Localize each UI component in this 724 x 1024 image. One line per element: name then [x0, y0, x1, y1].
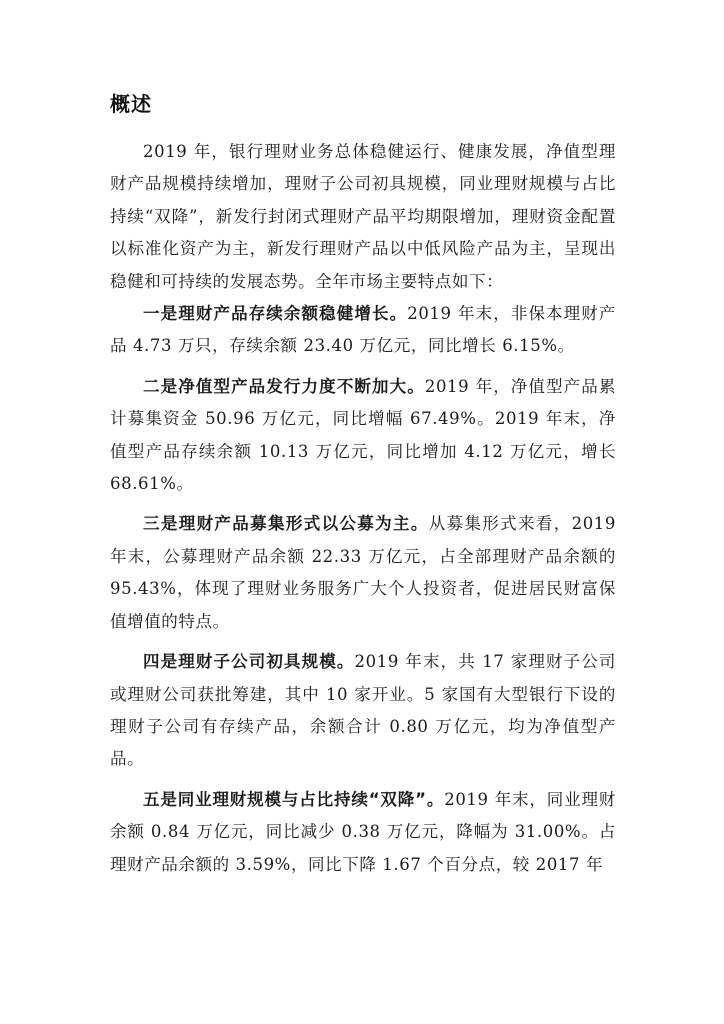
paragraph-lead: 三是理财产品募集形式以公募为主。 — [143, 514, 429, 534]
paragraph-lead: 二是净值型产品发行力度不断加大。 — [143, 376, 425, 396]
paragraph-text: 2019 年末，同业理财余额 0.84 万亿元，同比减少 0.38 万亿元，降幅为 31.00%。占理财产品余额的 3.59%，同比下降 1.67 个百分点，较 2017 年 — [110, 789, 616, 874]
paragraph-lead: 五是同业理财规模与占比持续“双降”。 — [143, 789, 445, 809]
paragraph-lead: 一是理财产品存续余额稳健增长。 — [143, 304, 408, 324]
paragraph-lead: 四是理财子公司初具规模。 — [143, 652, 355, 672]
paragraph-text: 2019 年，净值型产品累计募集资金 50.96 万亿元，同比增幅 67.49%。2019 年末，净值型产品存续余额 10.13 万亿元，同比增加 4.12 万亿元，增长 68.61%。 — [110, 376, 616, 494]
paragraph-text: 2019 年末，非保本理财产品 4.73 万只，存续余额 23.40 万亿元，同比增长 6.15%。 — [110, 304, 617, 356]
section-heading: 概述 — [110, 92, 152, 116]
paragraph-text: 从募集形式来看，2019 年末，公募理财产品余额 22.33 万亿元，占全部理财产品余额的 95.43%，体现了理财业务服务广大个人投资者，促进居民财富保值增值的特点。 — [110, 514, 616, 631]
paragraph-text: 2019 年，银行理财业务总体稳健运行、健康发展，净值型理财产品规模持续增加，理财子公司初具规模，同业理财规模与占比持续“双降”，新发行封闭式理财产品平均期限增加，理财资金配置以标准化资产为主，新发行理财产品以中低风险产品为主，呈现出稳健和可持续的发展态势。全年市场主要特点如下： — [110, 142, 616, 291]
paragraph-intro — [110, 136, 616, 298]
paragraph-point-4 — [110, 646, 616, 776]
body-text — [110, 136, 616, 881]
paragraph-point-3 — [110, 508, 616, 638]
paragraph-point-2 — [110, 371, 616, 501]
paragraph-text: 2019 年末，共 17 家理财子公司或理财公司获批筹建，其中 10 家开业。5 家国有大型银行下设的理财子公司有存续产品，余额合计 0.80 万亿元，均为净值型产品。 — [110, 652, 617, 769]
paragraph-point-1 — [110, 298, 616, 363]
paragraph-point-5 — [110, 784, 616, 881]
